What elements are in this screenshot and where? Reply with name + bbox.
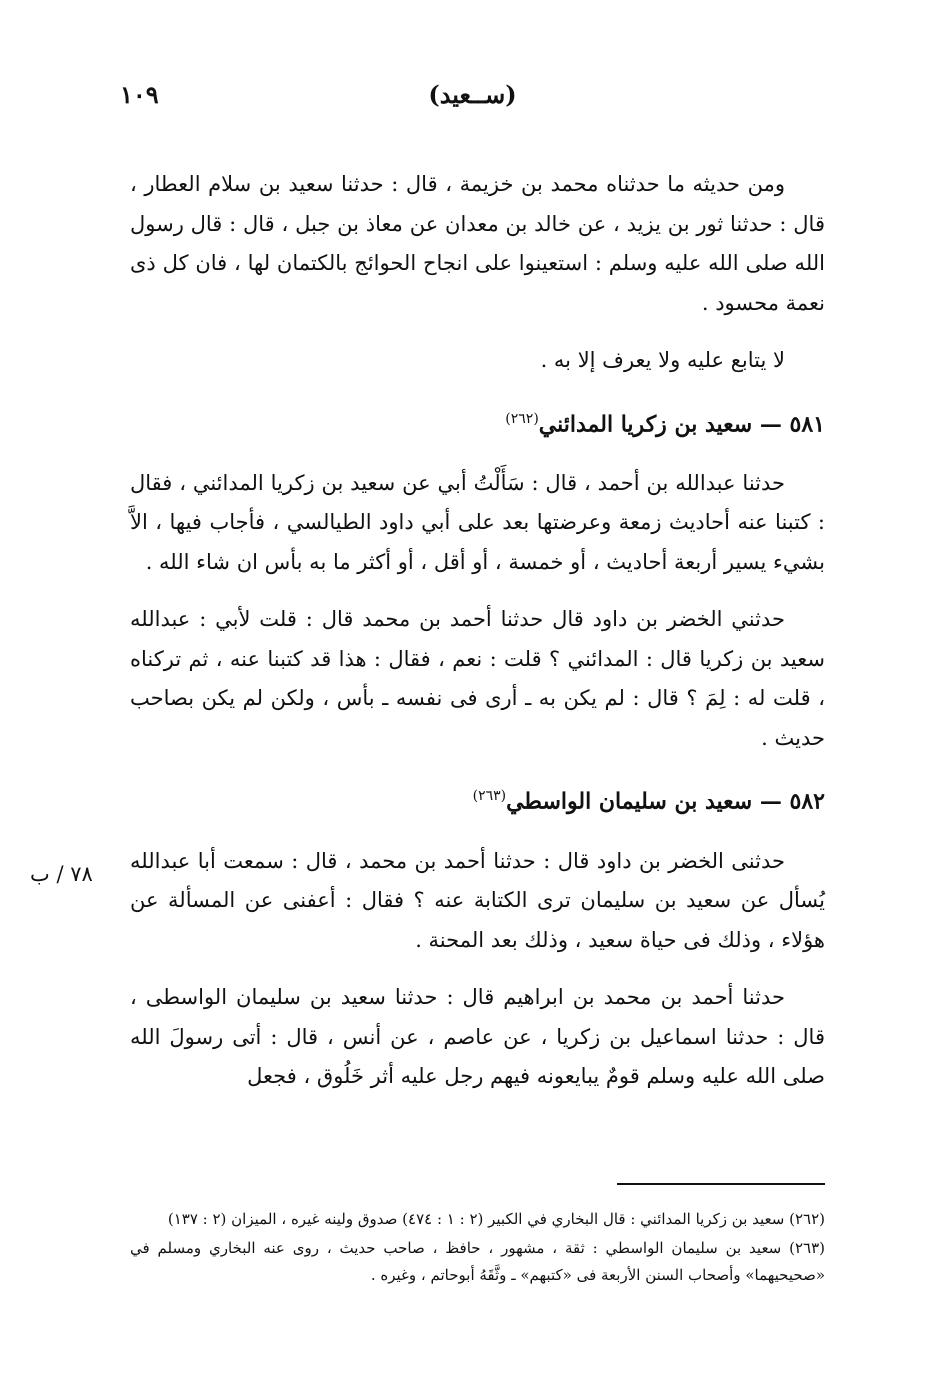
footnote-ref-262: (٢٦٢) xyxy=(505,410,539,427)
footnote-ref-263: (٢٦٣) xyxy=(472,788,507,805)
entry-581-paragraph-2: حدثني الخضر بن داود قال حدثنا أحمد بن محمد قال : قلت لأبي : عبدالله سعيد بن زكريا قال : المدائني ؟ قلت : نعم ، فقال : هذا قد كتبنا عنه ، ثم تركناه ، قلت له : لِمَ ؟ قال : لم يكن به ـ أرى فى نفسه ـ بأس ، ولكن لم يكن بصاحب حديث . xyxy=(130,607,825,750)
paragraph-remark: لا يتابع عليه ولا يعرف إلا به . xyxy=(540,348,785,372)
entry-heading-581-text: ٥٨١ — سعيد بن زكريا المدائني xyxy=(538,410,825,437)
page-number: ١٠٩ xyxy=(120,80,159,109)
footnote-separator xyxy=(617,1183,825,1185)
entry-heading-582-text: ٥٨٢ — سعيد بن سليمان الواسطي xyxy=(506,788,825,815)
paragraph-hadith: ومن حديثه ما حدثناه محمد بن خزيمة ، قال : حدثنا سعيد بن سلام العطار ، قال : حدثنا ثور بن يزيد ، عن خالد بن معدان عن معاذ بن جبل ، قال : قال رسول الله صلى الله عليه وسلم : استعينوا على انجاح الحوائج بالكتمان لها ، فان كل ذى نعمة محسود . xyxy=(130,172,825,315)
footnote-262: (٢٦٢) سعيد بن زكريا المدائني : قال البخاري في الكبير (٢ : ١ : ٤٧٤) صدوق ولينه غيره ، الميزان (٢ : ١٣٧) xyxy=(167,1210,825,1228)
entry-581-paragraph-1: حدثنا عبدالله بن أحمد ، قال : سَأَلْتُ أبي عن سعيد بن زكريا المدائني ، فقال : كتبنا عنه أحاديث زمعة وعرضتها بعد على أبي داود الطيالسي ، فأجاب فيها ، الاَّ بشيء يسير أربعة أحاديث ، أو خمسة ، أو أقل ، أو أكثر ما به بأس ان شاء الله . xyxy=(130,470,825,574)
entry-heading-582 xyxy=(130,776,825,821)
page-header xyxy=(120,80,825,120)
entry-582-paragraph-2: حدثنا أحمد بن محمد بن ابراهيم قال : حدثنا سعيد بن سليمان الواسطى ، قال : حدثنا اسماعيل بن زكريا ، عن عاصم ، عن أنس ، قال : أتى رسولَ الله صلى الله عليه وسلم قومٌ يبايعونه فيهم رجل عليه أثر خَلُوق ، فجعل xyxy=(130,985,825,1089)
running-title: (ســعيد) xyxy=(428,80,517,109)
footnote-263: (٢٦٣) سعيد بن سليمان الواسطي : ثقة ، مشهور ، حافظ ، صاحب حديث ، روى عنه البخاري ومسلم في «صحيحيهما» وأصحاب السنن الأربعة فى «كتبهم» ـ وثَّقَهُ أبوحاتم ، وغيره . xyxy=(130,1239,825,1284)
margin-folio-note: ٧٨ / ب xyxy=(30,862,93,886)
footnotes xyxy=(130,1206,825,1291)
entry-582-paragraph-1: حدثنى الخضر بن داود قال : حدثنا أحمد بن محمد ، قال : سمعت أبا عبدالله يُسأل عن سعيد بن سليمان ترى الكتابة عنه ؟ فقال : أعفنى عن المسألة عن هؤلاء ، وذلك فى حياة سعيد ، وذلك بعد المحنة . xyxy=(130,848,825,952)
main-text xyxy=(130,165,825,1115)
entry-heading-581 xyxy=(130,399,825,444)
